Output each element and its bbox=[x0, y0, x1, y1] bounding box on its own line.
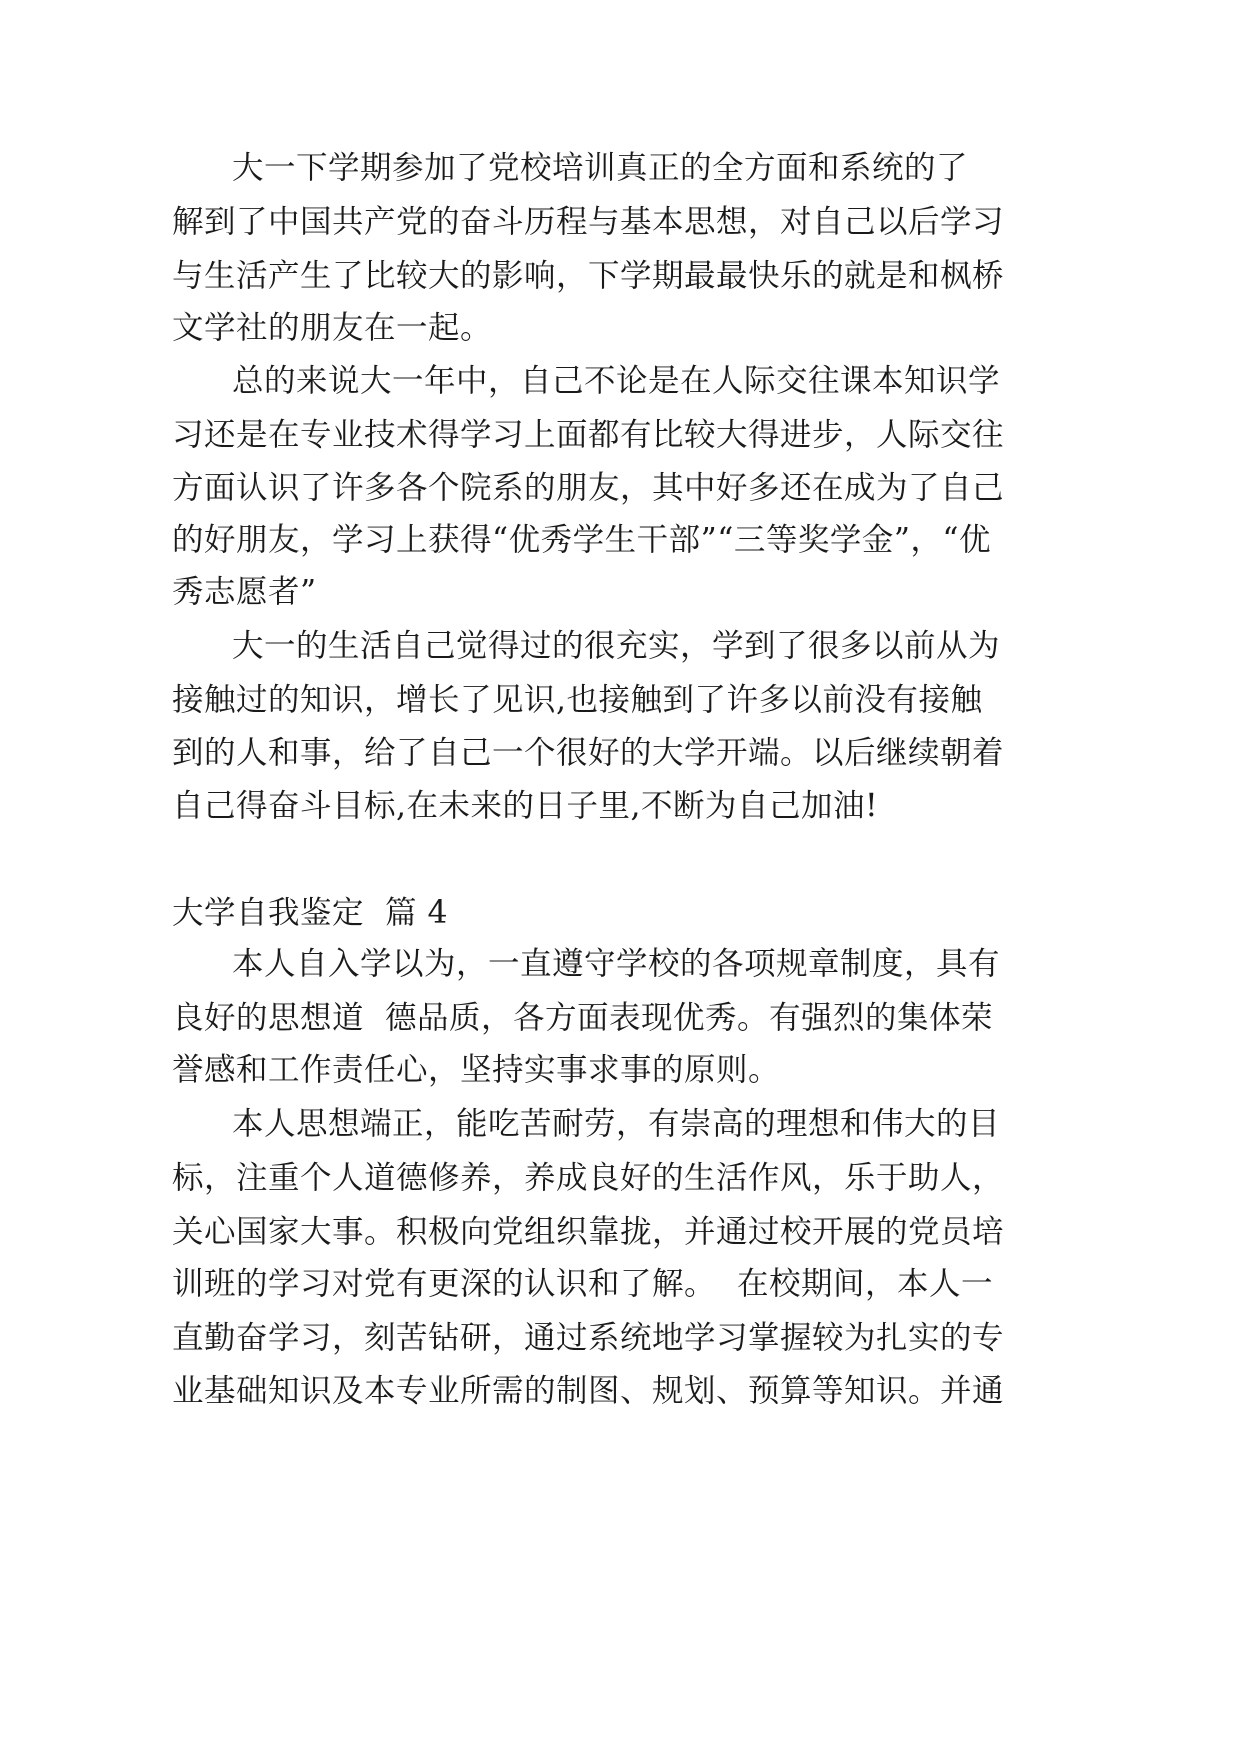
section-paragraph-2-line-1: 本人思想端正，能吃苦耐劳，有崇高的理想和伟大的目 bbox=[232, 1106, 1001, 1142]
paragraph-2-line-3: 方面认识了许多各个院系的朋友，其中好多还在成为了自己 bbox=[172, 470, 1005, 506]
section-paragraph-1-line-1: 本人自入学以为，一直遵守学校的各项规章制度，具有 bbox=[232, 946, 1001, 982]
paragraph-2-line-1: 总的来说大一年中，自己不论是在人际交往课本知识学 bbox=[232, 363, 1001, 399]
paragraph-3-line-1: 大一的生活自己觉得过的很充实，学到了很多以前从为 bbox=[232, 628, 1001, 664]
paragraph-1-line-2: 解到了中国共产党的奋斗历程与基本思想，对自己以后学习 bbox=[172, 204, 1005, 240]
paragraph-1-line-1: 大一下学期参加了党校培训真正的全方面和系统的了 bbox=[232, 150, 969, 186]
paragraph-1-line-3: 与生活产生了比较大的影响，下学期最最快乐的就是和枫桥 bbox=[172, 258, 1005, 294]
paragraph-1-line-4: 文学社的朋友在一起。 bbox=[172, 310, 493, 346]
section-paragraph-2-line-6: 业基础知识及本专业所需的制图、规划、预算等知识。并通 bbox=[172, 1373, 1005, 1409]
section-paragraph-2-line-4: 训班的学习对党有更深的认识和了解。 在校期间，本人一 bbox=[172, 1266, 994, 1302]
paragraph-2-line-4: 的好朋友，学习上获得“优秀学生干部”“三等奖学金”，“优 bbox=[172, 522, 992, 558]
section-paragraph-2-line-3: 关心国家大事。积极向党组织靠拢，并通过校开展的党员培 bbox=[172, 1214, 1005, 1250]
paragraph-3-line-2: 接触过的知识，增长了见识,也接触到了许多以前没有接触 bbox=[172, 682, 983, 718]
section-paragraph-1-line-3: 誉感和工作责任心，坚持实事求事的原则。 bbox=[172, 1052, 781, 1088]
section-paragraph-2-line-2: 标，注重个人道德修养，养成良好的生活作风，乐于助人， bbox=[172, 1160, 1005, 1196]
section-heading: 大学自我鉴定 篇 4 bbox=[172, 895, 449, 931]
paragraph-3-line-4: 自己得奋斗目标,在未来的日子里,不断为自己加油! bbox=[172, 788, 879, 824]
section-paragraph-1-line-2: 良好的思想道 德品质，各方面表现优秀。有强烈的集体荣 bbox=[172, 1000, 994, 1036]
paragraph-2-line-2: 习还是在专业技术得学习上面都有比较大得进步，人际交往 bbox=[172, 417, 1005, 453]
paragraph-3-line-3: 到的人和事，给了自己一个很好的大学开端。以后继续朝着 bbox=[172, 735, 1005, 771]
paragraph-2-line-5: 秀志愿者” bbox=[172, 574, 317, 610]
section-paragraph-2-line-5: 直勤奋学习，刻苦钻研，通过系统地学习掌握较为扎实的专 bbox=[172, 1320, 1005, 1356]
